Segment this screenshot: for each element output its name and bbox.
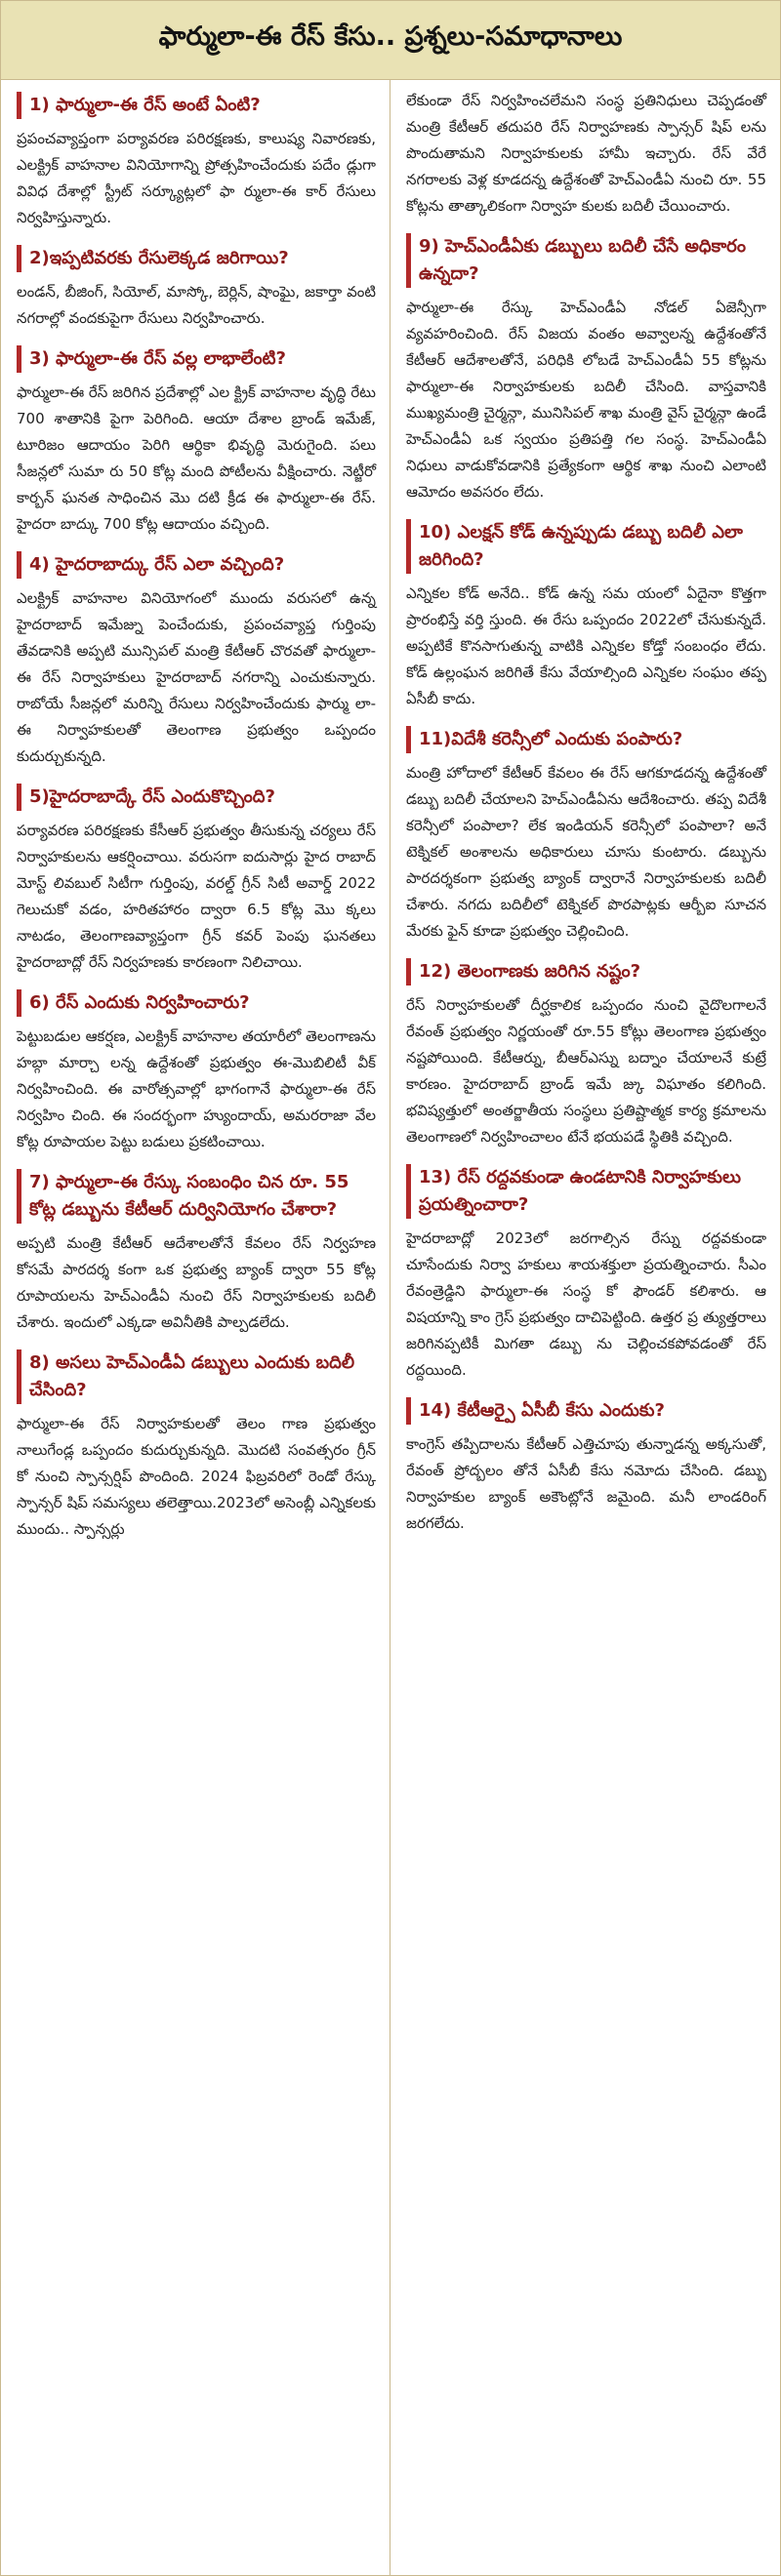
question-6-heading: 6) రేస్ ఎందుకు నిర్వహించారు?: [17, 989, 376, 1017]
answer-9-text: ఫార్ములా-ఈ రేస్కు హెచ్ఎండీఏ నోడల్ ఏజెన్సీగా వ్యవహరించింది. రేస్ విజయ వంతం అవ్వాలన్న ఉద్దేశంతోనే కేటీఆర్ ఆదేశాలతోనే, పరిధికి లోబడే హెచ్ఎండీఏ 55 కోట్లను ఫార్ములా-ఈ నిర్వాహకులకు బదిలీ చేసింది. వాస్తవానికి ముఖ్యమంత్రి చైర్మన్గా, మునిసిపల్ శాఖ మంత్రి వైస్ చైర్మన్గా ఉండే హెచ్ఎండీఏ ఒక స్వయం ప్రతిపత్తి గల సంస్థ. హెచ్ఎండీఏ నిధులు వాడుకోవడానికి ప్రత్యేకంగా ఆర్థిక శాఖ నుంచి ఎలాంటి ఆమోదం అవసరం లేదు.: [406, 299, 766, 501]
answer-2-text: లండన్, బీజింగ్, సియోల్, మాస్కో, బెర్లిన్, షాంఘై, జకార్తా వంటి నగరాల్లో వందకుపైగా రేసులు నిర్వహించారు.: [17, 283, 376, 327]
question-10-heading: 10) ఎలక్షన్ కోడ్ ఉన్నప్పుడు డబ్బు బదిలీ ఎలా జరిగింది?: [406, 519, 766, 574]
left-column: [1, 80, 390, 2576]
answer-10-text: ఎన్నికల కోడ్ అనేది.. కోడ్ ఉన్న సమ యంలో ఏదైనా కొత్తగా ప్రారంభిస్తే వర్తి స్తుంది. ఈ రేసు ఒప్పందం 2022లో చేసుకున్నదే. అప్పటికే కొనసాగుతున్న వాటికి ఎన్నికల కోడ్తో సంబంధం లేదు. కోడ్ ఉల్లంఘన జరిగితే కేసు వేయాల్సింది ఎన్నికల సంఘం తప్ప ఏసీబీ కాదు.: [406, 584, 766, 707]
answer-6-text: పెట్టుబడుల ఆకర్షణ, ఎలక్ట్రిక్ వాహనాల తయారీలో తెలంగాణను హబ్గా మార్చా లన్న ఉద్దేశంతో ప్రభుత్వం ఈ-మొబిలిటీ వీక్ నిర్వహించింది. ఈ వారోత్సవాల్లో భాగంగానే ఫార్ములా-ఈ రేస్ నిర్వహిం చింది. ఈ సందర్భంగా హ్యుందాయ్, అమరరాజా వేల కోట్ల రూపాయల పెట్టు బడులు ప్రకటించాయి.: [17, 1027, 376, 1150]
answer-11-text: మంత్రి హోదాలో కేటీఆర్ కేవలం ఈ రేస్ ఆగకూడదన్న ఉద్దేశంతో డబ్బు బదిలీ చేయాలని హెచ్ఎండీఏను ఆదేశించారు. తప్ప విదేశీ కరెన్సీలో పంపాలా? లేక ఇండియన్ కరెన్సీలో పంపాలా? అనే టెక్నికల్ అంశాలను అధికారులు చూసు కుంటారు. డబ్బును పారదర్శకంగా ప్రభుత్వ బ్యాంక్ ద్వారానే నిర్వాహకులకు బదిలీ చేశారు. నగదు బదిలీలో టెక్నికల్ పొరపాట్లకు ఆర్బీఐ సూచన మేరకు ఫైన్ కూడా ప్రభుత్వం చెల్లించింది.: [406, 764, 766, 940]
answer-4-text: ఎలక్ట్రిక్ వాహనాల వినియోగంలో ముందు వరుసలో ఉన్న హైదరాబాద్ ఇమేజ్ను పెంచేందుకు, ప్రపంచవ్యాప్త గుర్తింపు తేవడానికి అప్పటి మున్సిపల్ మంత్రి కేటీఆర్ చొరవతో ఫార్ములా-ఈ రేస్ నిర్వాహకులు హైదరాబాద్ నగరాన్ని ఎంచుకున్నారు. రాబోయే సీజన్లలో మరిన్ని రేసులు నిర్వహించేందుకు ఫార్ము లా-ఈ నిర్వాహకులతో తెలంగాణ ప్రభుత్వం ఒప్పందం కుదుర్చుకున్నది.: [17, 589, 376, 765]
question-9-heading: 9) హెచ్ఎండీఏకు డబ్బులు బదిలీ చేసే అధికారం ఉన్నదా?: [406, 233, 766, 288]
page-title: ఫార్ములా-ఈ రేస్ కేసు.. ప్రశ్నలు-సమాధానాలు: [158, 21, 623, 52]
answer-3-text: ఫార్ములా-ఈ రేస్ జరిగిన ప్రదేశాల్లో ఎల క్ట్రిక్ వాహనాల వృద్ధి రేటు 700 శాతానికి పైగా పెరిగింది. ఆయా దేశాల బ్రాండ్ ఇమేజ్, టూరిజం ఆదాయం పెరిగి ఆర్థికా భివృద్ధి మెరుగైంది. పలు సీజన్లలో సుమా రు 50 కోట్ల మంది పోటీలను వీక్షించారు. నెట్జీరో కార్బన్ ఘనత సాధించిన మొ దటి క్రీడ ఈ ఫార్ములా-ఈ రేస్. హైదరా బాద్కు 700 కోట్ల ఆదాయం వచ్చింది.: [17, 383, 376, 533]
right-column: [390, 80, 780, 2576]
answer-8-text: ఫార్ములా-ఈ రేస్ నిర్వాహకులతో తెలం గాణ ప్రభుత్వం నాలుగేండ్ల ఒప్పందం కుదుర్చుకున్నది. మొదటి సంవత్సరం గ్రీన్ కో నుంచి స్పాన్సర్షిప్ పొందింది. 2024 ఫిబ్రవరిలో రెండో రేస్కు స్పాన్సర్ షిప్ సమస్యలు తలెత్తాయి.2023లో అసెంబ్లీ ఎన్నికలకు ముందు.. స్పాన్సర్లు: [17, 1415, 376, 1538]
question-5-heading: 5)హైదరాబాద్కే రేస్ ఎందుకొచ్చింది?: [17, 784, 376, 811]
question-3-heading: 3) ఫార్ములా-ఈ రేస్ వల్ల లాభాలేంటి?: [17, 345, 376, 373]
answer-14-text: కాంగ్రెస్ తప్పిదాలను కేటీఆర్ ఎత్తిచూపు తున్నాడన్న అక్కసుతో, రేవంత్ ప్రోద్బలం తోనే ఏసీబీ కేసు నమోదు చేసింది. డబ్బు నిర్వాహకుల బ్యాంక్ అకౌంట్లోనే జమైంది. మనీ లాండరింగ్ జరగలేదు.: [406, 1435, 766, 1532]
question-11-heading: 11)విదేశీ కరెన్సీలో ఎందుకు పంపారు?: [406, 726, 766, 753]
answer-5-text: పర్యావరణ పరిరక్షణకు కేసీఆర్ ప్రభుత్వం తీసుకున్న చర్యలు రేస్ నిర్వాహకులను ఆకర్షించాయి. వరుసగా ఐదుసార్లు హైద రాబాద్ మోస్ట్ లివబుల్ సిటీగా గుర్తింపు, వరల్డ్ గ్రీన్ సిటీ అవార్డ్ 2022 గెలుచుకో వడం, హరితహారం ద్వారా 6.5 కోట్ల మొ క్కలు నాటడం, తెలంగాణవ్యాప్తంగా గ్రీన్ కవర్ పెంపు ఘనతలు హైదరాబాద్లో రేస్ నిర్వహణకు కారణంగా నిలిచాయి.: [17, 822, 376, 971]
question-2-heading: 2)ఇప్పటివరకు రేసులెక్కడ జరిగాయి?: [17, 245, 376, 272]
answer-13-text: హైదరాబాద్లో 2023లో జరగాల్సిన రేస్ను రద్దవకుండా చూసేందుకు నిర్వా హకులు శాయశక్తులా ప్రయత్నించారు. సీఎం రేవంత్రెడ్డిని ఫార్ములా-ఈ సంస్థ కో ఫౌండర్ కలిశారు. ఆ విషయాన్ని కాం గ్రెస్ ప్రభుత్వం దాచిపెట్టింది. ఉత్తర ప్ర త్యుత్తరాలు జరిగినప్పటికీ మిగతా డబ్బు ను చెల్లించకపోవడంతో రేస్ రద్దయింది.: [406, 1229, 766, 1379]
question-4-heading: 4) హైదరాబాద్కు రేస్ ఎలా వచ్చింది?: [17, 551, 376, 579]
answer-8-continued-text: లేకుండా రేస్ నిర్వహించలేమని సంస్థ ప్రతినిధులు చెప్పడంతో మంత్రి కేటీఆర్ తదుపరి రేస్ నిర్వాహణకు స్పాన్సర్ షిప్ లను పొందుతామని నిర్వాహకులకు హామీ ఇచ్చారు. రేస్ వేరే నగరాలకు వెళ్ల కూడదన్న ఉద్దేశంతో హెచ్ఎండీఏ నుంచి రూ. 55 కోట్లను తాత్కాలికంగా నిర్వాహ కులకు బదిలీ చేయించారు.: [406, 92, 766, 215]
question-12-heading: 12) తెలంగాణకు జరిగిన నష్టం?: [406, 958, 766, 986]
answer-1-text: ప్రపంచవ్యాప్తంగా పర్యావరణ పరిరక్షణకు, కాలుష్య నివారణకు, ఎలక్ట్రిక్ వాహనాల వినియోగాన్ని ప్రోత్సహించేందుకు పదేం డ్లుగా వివిధ దేశాల్లో స్ట్రీట్ సర్క్యూట్లలో ఫా ర్ములా-ఈ కార్ రేసులు నిర్వహిస్తున్నారు.: [17, 130, 376, 226]
question-8-heading: 8) అసలు హెచ్ఎండీఏ డబ్బులు ఎందుకు బదిలీ చేసింది?: [17, 1349, 376, 1404]
article-columns: [1, 80, 780, 2576]
question-1-heading: 1) ఫార్ములా-ఈ రేస్ అంటే ఏంటి?: [17, 92, 376, 119]
answer-7-text: అప్పటి మంత్రి కేటీఆర్ ఆదేశాలతోనే కేవలం రేస్ నిర్వహణ కోసమే పారదర్శ కంగా ఒక ప్రభుత్వ బ్యాంక్ ద్వారా 55 కోట్ల రూపాయలను హెచ్ఎండీఏ నుంచి రేస్ నిర్వాహకులకు బదిలీ చేశారు. ఇందులో ఎక్కడా అవినీతికి పాల్పడలేదు.: [17, 1234, 376, 1331]
question-7-heading: 7) ఫార్ములా-ఈ రేస్కు సంబంధిం చిన రూ. 55 కోట్ల డబ్బును కేటీఆర్ దుర్వినియోగం చేశారా?: [17, 1169, 376, 1224]
question-13-heading: 13) రేస్ రద్దవకుండా ఉండటానికి నిర్వాహకులు ప్రయత్నించారా?: [406, 1164, 766, 1219]
headline-banner: [1, 1, 780, 80]
answer-12-text: రేస్ నిర్వాహకులతో దీర్ఘకాలిక ఒప్పందం నుంచి వైదొలగాలనే రేవంత్ ప్రభుత్వం నిర్ణయంతో రూ.55 కోట్లు తెలంగాణ ప్రభుత్వం నష్టపోయింది. కేటీఆర్ను, బీఆర్ఎస్ను బద్నాం చేయాలనే కుట్రే కారణం. హైదరాబాద్ బ్రాండ్ ఇమే జ్కు విఘాతం కలిగింది. భవిష్యత్తులో అంతర్జాతీయ సంస్థలు ప్రతిష్టాత్మక కార్య క్రమాలను తెలంగాణలో నిర్వహించాలం టేనే భయపడే స్థితికి వచ్చింది.: [406, 996, 766, 1146]
question-14-heading: 14) కేటీఆర్పై ఏసీబీ కేసు ఎందుకు?: [406, 1397, 766, 1425]
